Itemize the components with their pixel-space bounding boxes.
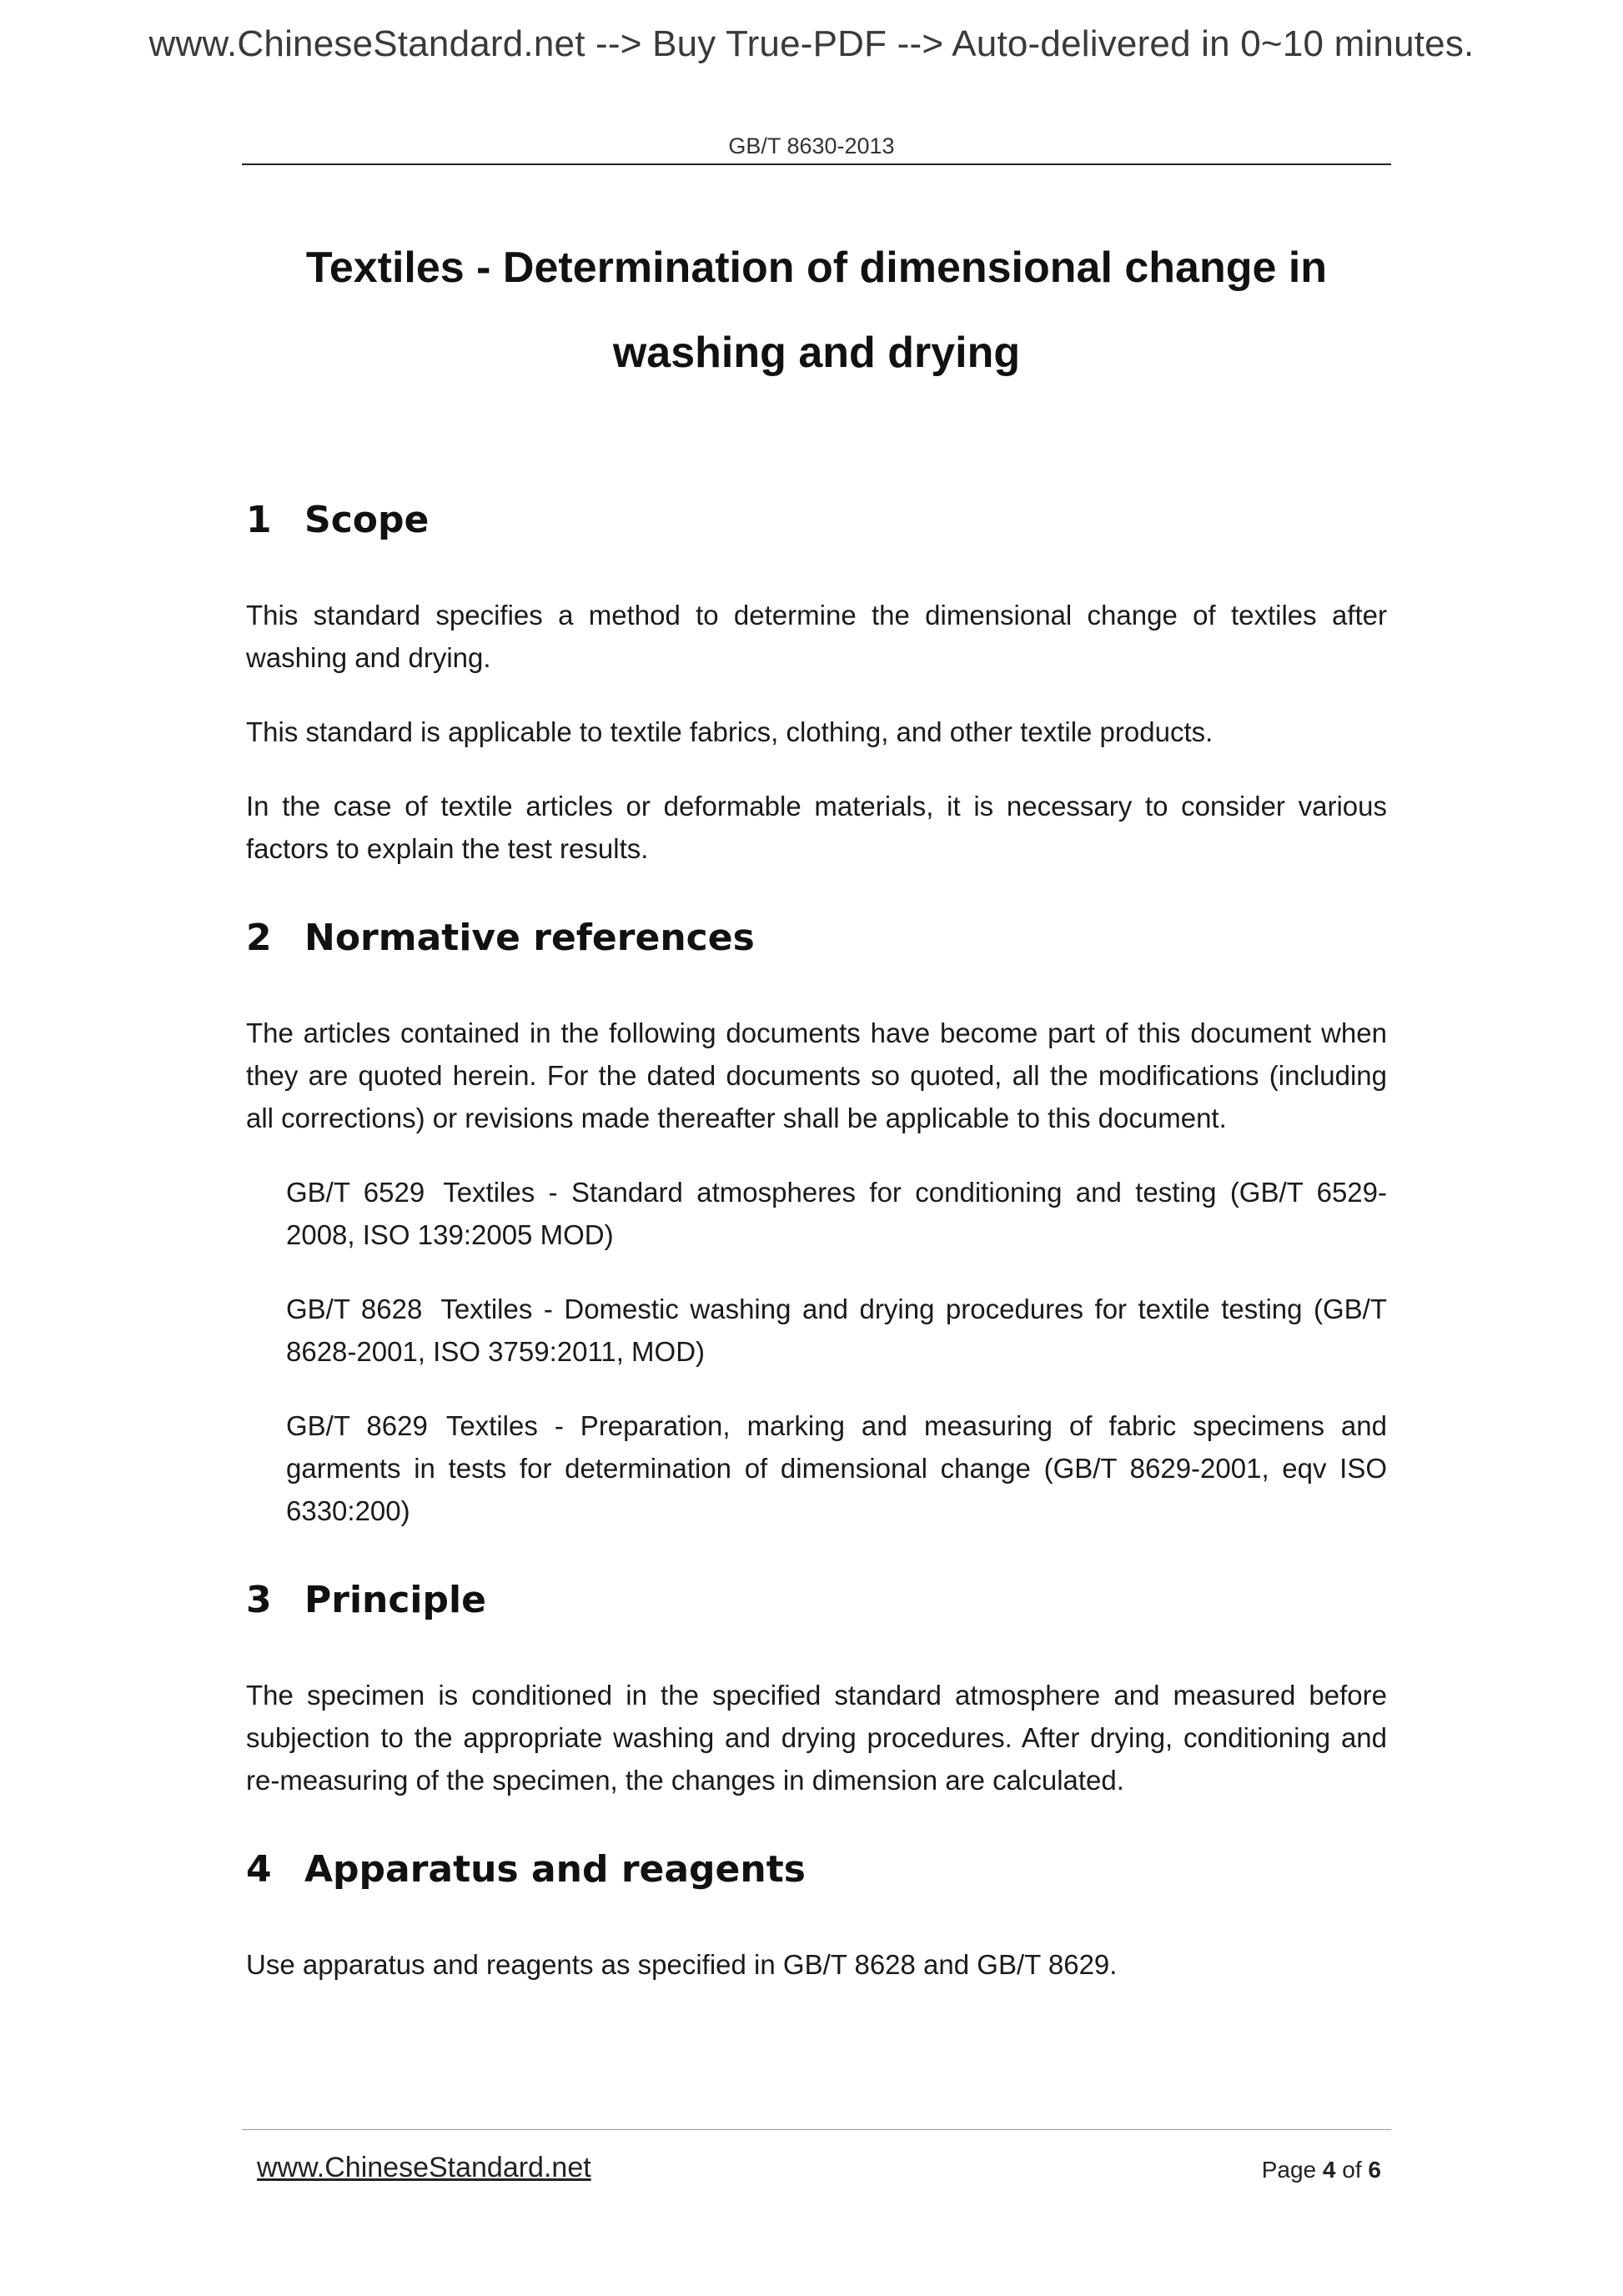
reference-text: Textiles - Standard atmospheres for conditioning and testing (GB/T 6529-2008, ISO 139:2005 MOD) — [286, 1177, 1387, 1250]
footer-site-link[interactable]: www.ChineseStandard.net — [257, 2152, 591, 2183]
header-divider — [242, 163, 1391, 165]
paragraph: The specimen is conditioned in the specified standard atmosphere and measured before subjection to the appropriate washing and drying procedures. After drying, conditioning and re-measuring of the specimen, the changes in dimension are calculated. — [246, 1680, 1387, 1796]
section-number: 4 — [246, 1848, 272, 1891]
section-number: 1 — [246, 499, 272, 541]
reference-item — [286, 1404, 1387, 1532]
section-principle — [246, 1570, 1387, 1801]
title-line-1: Textiles - Determination of dimensional change in — [305, 244, 1328, 292]
reference-code: GB/T 8628 — [286, 1294, 423, 1324]
paragraph: Use apparatus and reagents as specified in GB/T 8628 and GB/T 8629. — [246, 1949, 1118, 1980]
page-label: Page — [1261, 2157, 1317, 2183]
section-number: 2 — [246, 917, 272, 959]
section-title: Principle — [304, 1579, 486, 1621]
reference-code: GB/T 6529 — [286, 1177, 425, 1208]
reference-item — [286, 1171, 1387, 1256]
section-apparatus-reagents — [246, 1840, 1387, 1986]
section-normative-references — [246, 908, 1387, 1532]
paragraph: This standard is applicable to textile fabrics, clothing, and other textile products. — [246, 716, 1213, 747]
section-heading — [246, 908, 1387, 968]
paragraph: The articles contained in the following documents have become part of this document when they are quoted herein. For the dated documents so quoted, all the modifications (including all corrections) or revisions made thereafter shall be applicable to this document. — [246, 1017, 1387, 1133]
footer-divider — [242, 2129, 1391, 2130]
standard-code: GB/T 8630-2013 — [728, 133, 895, 158]
paragraph: In the case of textile articles or deformable materials, it is necessary to consider various factors to explain the test results. — [246, 791, 1387, 864]
top-banner: www.ChineseStandard.net --> Buy True-PDF --> Auto-delivered in 0~10 minutes. — [148, 23, 1475, 64]
paragraph: This standard specifies a method to determine the dimensional change of textiles after washing and drying. — [246, 600, 1387, 673]
section-number: 3 — [246, 1579, 272, 1621]
section-heading — [246, 1570, 1387, 1630]
section-title: Apparatus and reagents — [304, 1848, 806, 1891]
page-indicator — [1262, 2157, 1381, 2183]
section-heading — [246, 1840, 1387, 1900]
document-body — [246, 490, 1387, 2017]
page-current: 4 — [1322, 2157, 1336, 2183]
reference-text: Textiles - Domestic washing and drying procedures for textile testing (GB/T 8628-2001, ISO 3759:2011, MOD) — [286, 1294, 1387, 1367]
section-heading — [246, 490, 1387, 550]
section-scope — [246, 490, 1387, 870]
title-line-2: washing and drying — [612, 329, 1021, 377]
document-title — [242, 225, 1391, 395]
section-title: Scope — [304, 499, 430, 541]
reference-code: GB/T 8629 — [286, 1410, 428, 1441]
section-title: Normative references — [304, 917, 755, 959]
page-of: of — [1342, 2157, 1362, 2183]
reference-text: Textiles - Preparation, marking and measuring of fabric specimens and garments in tests for determination of dimensional change (GB/T 8629-2001, eqv ISO 6330:200) — [286, 1410, 1387, 1526]
reference-item — [286, 1288, 1387, 1373]
page-total: 6 — [1368, 2157, 1381, 2183]
